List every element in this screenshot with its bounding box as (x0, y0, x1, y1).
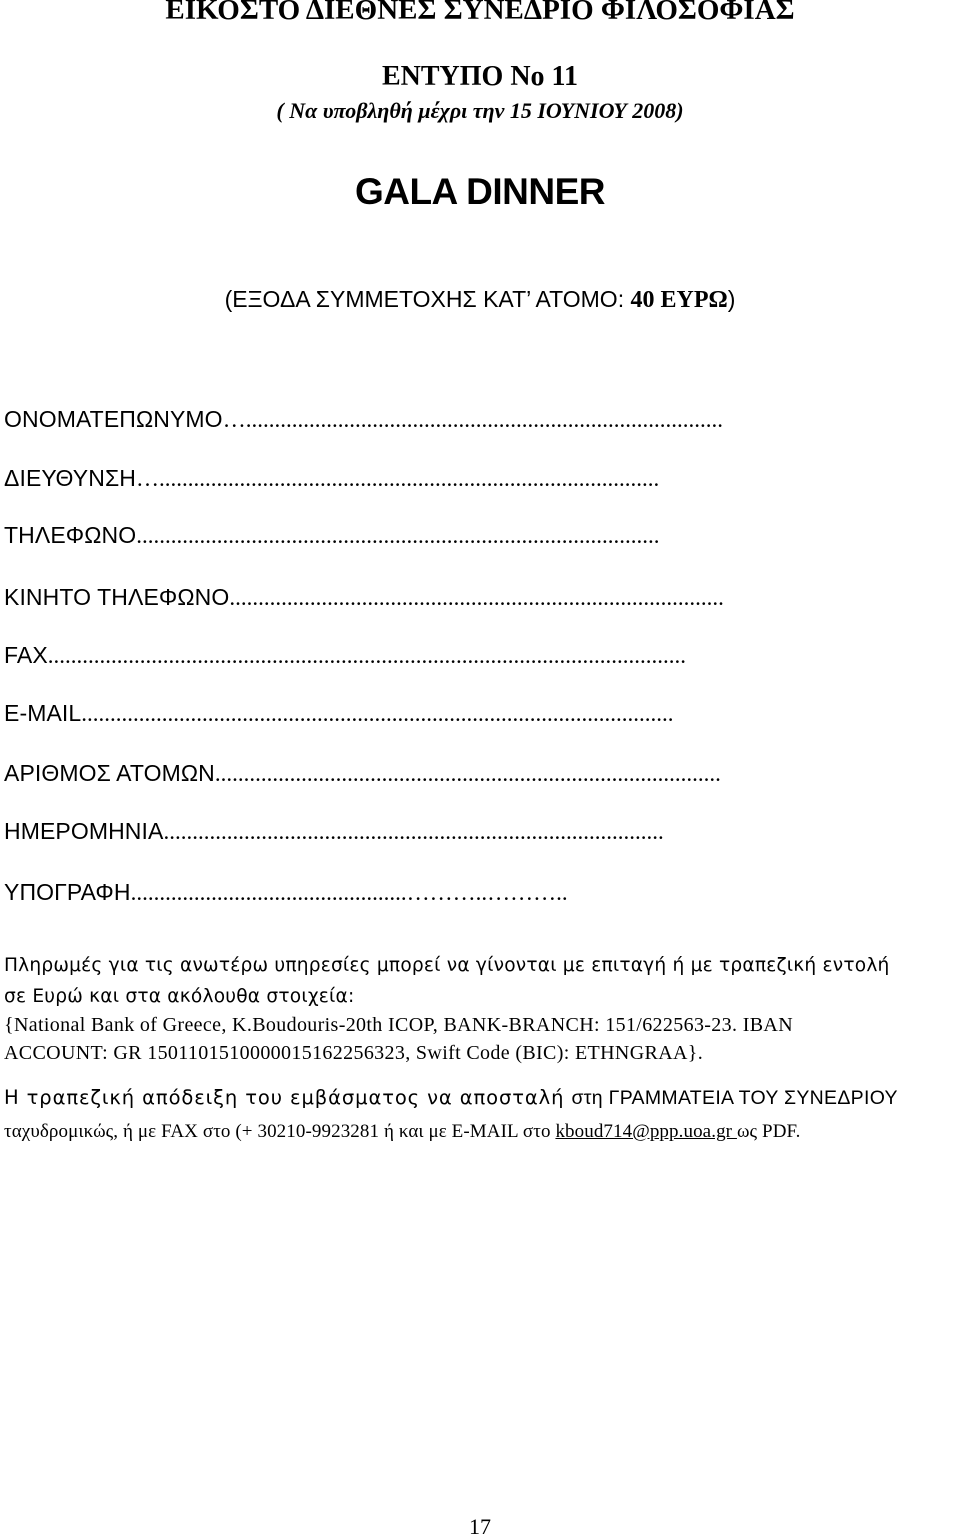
proof-contact-text: ταχυδρομικώς, ή με FAX στο (+ 30210-9923281 ή και με E-MAIL στο (4, 1121, 556, 1142)
field-label: ΟΝΟΜΑΤΕΠΩΝΥΜΟ (4, 406, 223, 432)
field-fill-line[interactable]: ........................................................................................ (214, 761, 721, 786)
field-label: ΥΠΟΓΡΑΦΗ (4, 879, 131, 905)
field-fill-line[interactable]: ...................................................................................... (229, 585, 724, 610)
submission-deadline: ( Να υποβληθή μέχρι την 15 ΙΟΥΝΙΟΥ 2008) (276, 98, 684, 123)
field-label: ΤΗΛΕΦΩΝΟ (4, 522, 137, 548)
bank-details-line: ACCOUNT: GR 1501101510000015162256323, Swift Code (BIC): ETHNGRAA}. (4, 1042, 704, 1064)
field-full-name[interactable] (4, 406, 904, 433)
field-number-of-persons[interactable] (4, 760, 904, 787)
bank-details-line: {National Bank of Greece, K.Boudouris-20th ICOP, BANK-BRANCH: 151/622563-23. IBAN (4, 1014, 793, 1036)
field-mobile-phone[interactable] (4, 584, 904, 611)
field-phone[interactable] (4, 522, 904, 549)
field-fill-line[interactable]: ....................................................................................................... (81, 701, 674, 726)
form-number: ΕΝΤΥΠΟ Νο 11 (381, 61, 579, 92)
fee-suffix: ) (727, 286, 736, 312)
field-fill-line[interactable]: ................................................………..……….. (130, 880, 568, 905)
field-fill-line[interactable]: ............................................................................................................... (47, 643, 687, 668)
field-fax[interactable] (4, 642, 904, 669)
secretariat-text: στη ΓΡΑΜΜΑΤΕΙΑ ΤΟΥ ΣΥΝΕΔΡΙΟΥ (571, 1087, 898, 1109)
proof-instructions-line (4, 1086, 898, 1110)
field-label: ΚΙΝΗΤΟ ΤΗΛΕΦΩΝΟ (4, 584, 230, 610)
page-number: 17 (469, 1514, 491, 1539)
field-signature[interactable] (4, 879, 904, 906)
field-label: ΔΙΕΥΘΥΝΣΗ (4, 465, 136, 491)
conference-title: ΕΙΚΟΣΤΟ ΔΙΕΘΝΕΣ ΣΥΝΕΔΡΙΟ ΦΙΛΟΣΟΦΙΑΣ (165, 0, 795, 26)
field-fill-line[interactable]: …....................................................................................... (135, 466, 660, 491)
field-label: FAX (4, 642, 48, 668)
payment-instructions-line: Πληρωμές για τις ανωτέρω υπηρεσίες μπορεί να γίνονται με επιταγή ή με τραπεζική εντολή (4, 955, 890, 976)
field-email[interactable] (4, 700, 904, 727)
email-link[interactable]: kboud714@ppp.uoa.gr (555, 1121, 737, 1142)
field-date[interactable] (4, 818, 904, 845)
field-label: ΑΡΙΘΜΟΣ ΑΤΟΜΩΝ (4, 760, 215, 786)
field-fill-line[interactable]: …................................................................................... (222, 407, 723, 432)
proof-text: Η τραπεζική απόδειξη του εμβάσματος να αποσταλή (4, 1086, 572, 1109)
participation-fee (0, 286, 960, 314)
proof-contact-line (4, 1121, 801, 1143)
fee-amount: 40 ΕΥΡΩ (630, 287, 728, 313)
field-fill-line[interactable]: ....................................................................................... (163, 819, 664, 844)
event-title: GALA DINNER (354, 171, 606, 212)
proof-format-text: ως PDF. (736, 1121, 801, 1142)
payment-instructions-line: σε Ευρώ και στα ακόλουθα στοιχεία: (4, 986, 355, 1007)
field-label: E-MAIL (4, 700, 82, 726)
fee-prefix: (ΕΞΟΔΑ ΣΥΜΜΕΤΟΧΗΣ ΚΑΤ’ ΑΤΟΜΟ: (224, 286, 631, 312)
field-fill-line[interactable]: ........................................................................................... (136, 523, 660, 548)
field-label: ΗΜΕΡΟΜΗΝΙΑ (4, 818, 164, 844)
field-address[interactable] (4, 465, 904, 492)
